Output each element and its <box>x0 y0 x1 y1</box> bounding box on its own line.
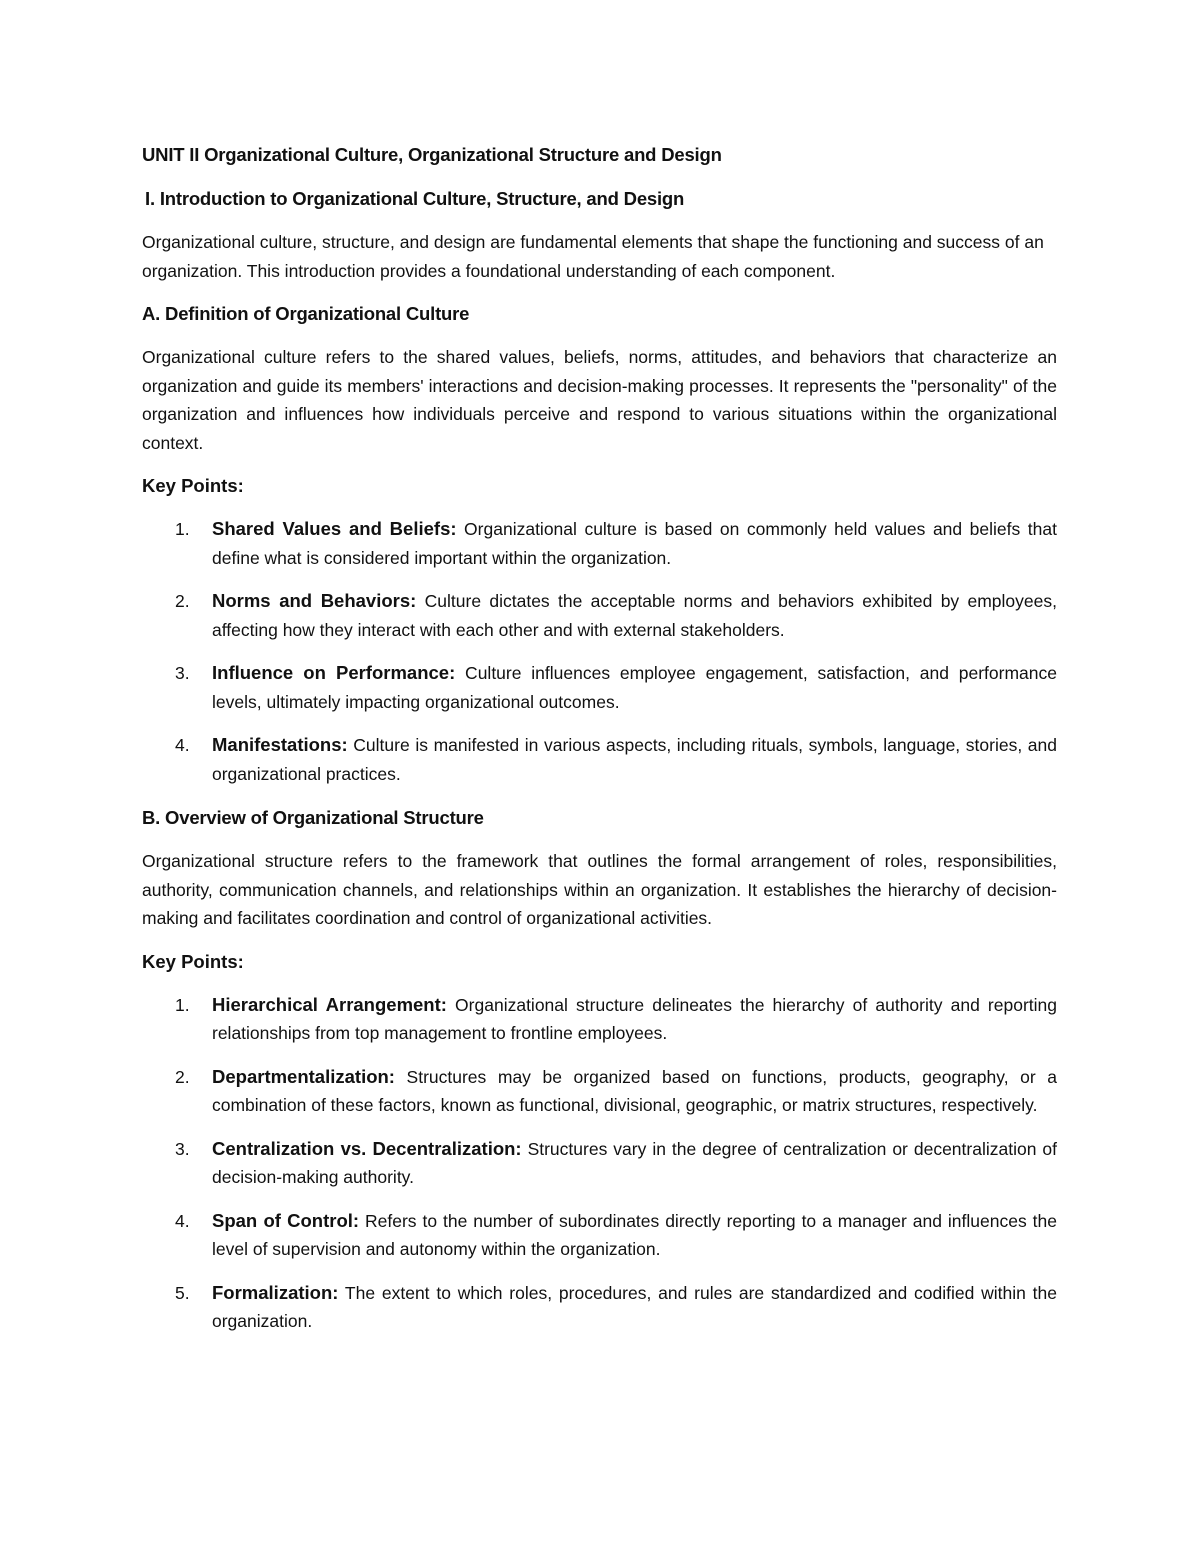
list-text: The extent to which roles, procedures, and rules are standardized and codified within the organization. <box>212 1282 1057 1331</box>
list-term: Centralization vs. Decentralization: <box>212 1137 522 1159</box>
list-number: 4. <box>175 735 190 755</box>
list-number: 4. <box>175 1210 190 1231</box>
document-page <box>142 140 1057 1351</box>
section-a-paragraph: Organizational culture refers to the shared values, beliefs, norms, attitudes, and behaviors that characterize an organization and guide its members' interactions and decision-making processes. It represents the "personality" of the organization and influences how individuals perceive and respond to various situations within the organizational context. <box>142 347 1057 453</box>
list-term: Hierarchical Arrangement: <box>212 993 447 1015</box>
list-number: 3. <box>175 1138 190 1159</box>
section-b-paragraph: Organizational structure refers to the framework that outlines the formal arrangement of roles, responsibilities, authority, communication channels, and relationships within an organization. It establishes the hierarchy of decision-making and facilitates coordination and control of organizational activities. <box>142 851 1057 928</box>
list-text: Culture dictates the acceptable norms and behaviors exhibited by employees, affecting how they interact with each other and with external stakeholders. <box>212 591 1057 640</box>
list-item <box>142 1063 1057 1120</box>
section-b-heading: B. Overview of Organizational Structure <box>142 807 484 828</box>
list-number: 2. <box>175 1066 190 1087</box>
list-item <box>142 587 1057 644</box>
document-title: UNIT II Organizational Culture, Organizational Structure and Design <box>142 144 722 165</box>
list-text: Organizational culture is based on commonly held values and beliefs that define what is considered important within the organization. <box>212 519 1057 568</box>
list-term: Formalization: <box>212 1281 339 1303</box>
section-b-list <box>142 991 1057 1336</box>
list-number: 1. <box>175 519 190 539</box>
section-a-list <box>142 515 1057 788</box>
list-text: Organizational structure delineates the hierarchy of authority and reporting relationships from top management to frontline employees. <box>212 994 1057 1043</box>
list-text: Culture is manifested in various aspects, including rituals, symbols, language, stories, and organizational practices. <box>212 735 1057 784</box>
list-term: Departmentalization: <box>212 1065 395 1087</box>
list-item <box>142 1135 1057 1192</box>
list-number: 1. <box>175 994 190 1015</box>
list-term: Shared Values and Beliefs: <box>212 518 457 539</box>
list-text: Structures vary in the degree of centralization or decentralization of decision-making authority. <box>212 1138 1057 1187</box>
list-item <box>142 991 1057 1048</box>
list-item <box>142 1207 1057 1264</box>
list-number: 5. <box>175 1282 190 1303</box>
list-text: Structures may be organized based on functions, products, geography, or a combination of these factors, known as functional, divisional, geographic, or matrix structures, respectively. <box>212 1066 1057 1115</box>
list-term: Span of Control: <box>212 1209 360 1231</box>
list-item <box>142 731 1057 788</box>
list-text: Refers to the number of subordinates directly reporting to a manager and influences the level of supervision and autonomy within the organization. <box>212 1210 1057 1259</box>
list-item <box>142 659 1057 716</box>
list-item <box>142 1279 1057 1336</box>
list-number: 3. <box>175 663 190 683</box>
section-a-heading: A. Definition of Organizational Culture <box>142 303 470 324</box>
list-term: Influence on Performance: <box>212 662 456 683</box>
list-item <box>142 515 1057 572</box>
list-term: Norms and Behaviors: <box>212 590 417 611</box>
list-text: Culture influences employee engagement, satisfaction, and performance levels, ultimately impacting organizational outcomes. <box>212 663 1057 712</box>
section-b-key-points-label: Key Points: <box>142 950 244 972</box>
list-term: Manifestations: <box>212 734 348 755</box>
list-number: 2. <box>175 591 190 611</box>
intro-heading: I. Introduction to Organizational Culture, Structure, and Design <box>145 188 685 209</box>
section-a-key-points-label: Key Points: <box>142 475 244 496</box>
intro-paragraph: Organizational culture, structure, and design are fundamental elements that shape the functioning and success of an organization. This introduction provides a foundational understanding of each component. <box>142 232 1044 281</box>
